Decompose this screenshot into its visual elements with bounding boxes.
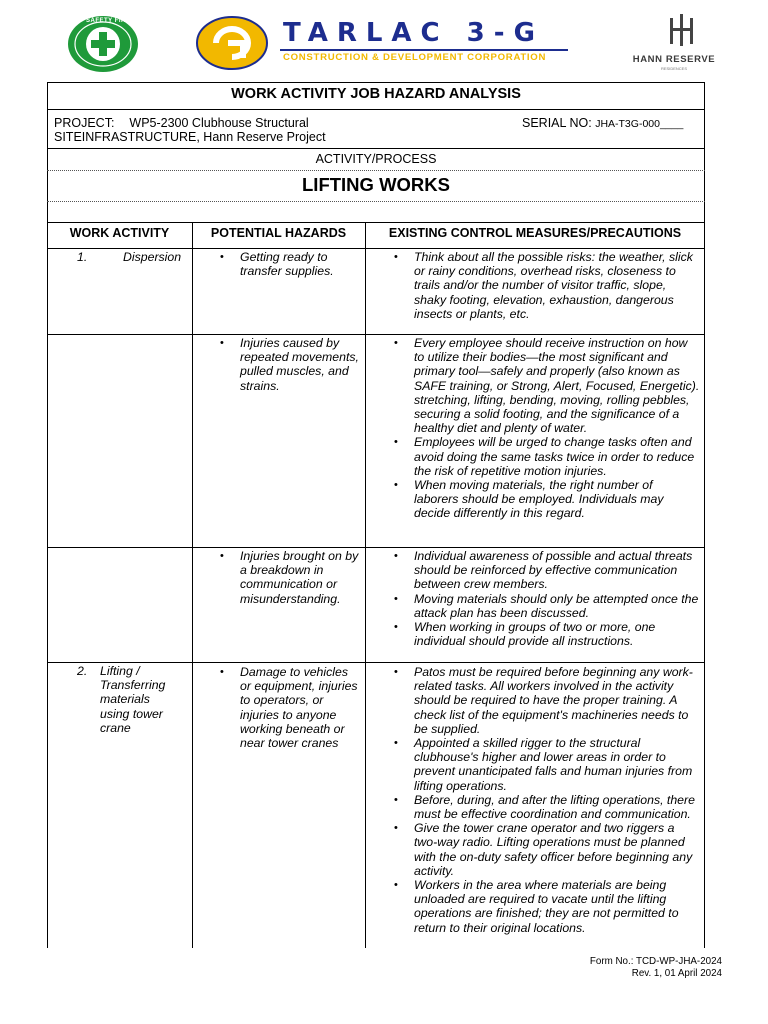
column-header-work-activity: WORK ACTIVITY — [69, 226, 170, 240]
hazard-item: • Injuries caused by repeated movements, pulled muscles, and strains. — [214, 336, 360, 393]
control-item: • Every employee should receive instruction on how to utilize their bodies—the most significant and primary tool—safely and properly (also known as SAFE training, or Strong, Alert, Focused, Energetic). stretching, lifting, bending, moving, rolling pebbles, securing a solid footing, and the significance of a healthy diet and plenty of water. — [388, 336, 700, 435]
project-line-1: WP5-2300 Clubhouse Structural — [129, 116, 309, 130]
company-name-underline — [280, 49, 568, 51]
column-divider-1 — [192, 222, 193, 948]
safety-first-logo — [66, 14, 140, 74]
serial-label: SERIAL NO: — [522, 116, 592, 130]
serial-number — [522, 116, 683, 130]
rule-row-3 — [47, 662, 705, 663]
activity-text: Lifting / Transferring materials using tower crane — [100, 664, 166, 735]
project-info — [54, 116, 326, 144]
control-item: • When working in groups of two or more, one individual should provide all instructions. — [388, 620, 700, 648]
form-revision: Rev. 1, 01 April 2024 — [631, 968, 722, 979]
safety-logo-text: SAFETY FIRST — [86, 18, 135, 24]
control-item: • Employees will be urged to change tasks often and avoid doing the same tasks twice in order to reduce the risk of repetitive motion injuries. — [388, 435, 700, 478]
hazard-item: • Injuries brought on by a breakdown in communication or misunderstanding. — [214, 549, 360, 606]
table-row-1-controls — [388, 250, 700, 321]
hazard-item: • Damage to vehicles or equipment, injuries to operators, or injuries to anyone working beneath or near tower cranes — [214, 665, 360, 750]
column-divider-2 — [365, 222, 366, 948]
control-item: • Appointed a skilled rigger to the structural clubhouse's higher and lower areas in order to prevent unanticipated falls and human injuries from lifting operations. — [388, 736, 700, 793]
rule-spacer — [47, 222, 705, 223]
table-row-4-hazard — [214, 665, 360, 750]
activity-process-label: ACTIVITY/PROCESS — [315, 152, 437, 166]
document-title: WORK ACTIVITY JOB HAZARD ANALYSIS — [231, 86, 521, 102]
table-row-3-hazard — [214, 549, 360, 606]
control-item: • Moving materials should only be attempted once the attack plan has been discussed. — [388, 592, 700, 620]
activity-number: 1. — [77, 250, 88, 264]
rule-row-1 — [47, 334, 705, 335]
activity-number: 2. — [77, 664, 88, 678]
control-item: • Before, during, and after the lifting operations, there must be effective coordination and communication. — [388, 793, 700, 821]
table-row-3-controls — [388, 549, 700, 648]
table-row-1-hazard — [214, 250, 360, 278]
serial-value: JHA-T3G-000____ — [595, 118, 684, 130]
table-row-2-hazard — [214, 336, 360, 393]
control-item: • Workers in the area where materials are being unloaded are required to vacate until the lifting operations are finished; they are not permitted to return to their original locations. — [388, 878, 700, 935]
client-name: HANN RESERVE — [632, 54, 716, 65]
activity-process-name: LIFTING WORKS — [302, 174, 450, 195]
control-item: • Patos must be required before beginning any work-related tasks. All workers involved in the activity should be required to have the proper training. A check list of the equipment's machineries needs to be supplied. — [388, 665, 700, 736]
column-header-potential-hazards: POTENTIAL HAZARDS — [210, 226, 347, 240]
rule-project — [47, 148, 705, 149]
table-row-4-controls — [388, 665, 700, 935]
control-item: • Give the tower crane operator and two riggers a two-way radio. Lifting operations must be planned with the on-duty safety officer before beginning any activity. — [388, 821, 700, 878]
rule-row-2 — [47, 547, 705, 548]
company-name: TARLAC 3-G — [283, 18, 544, 48]
control-item: • Individual awareness of possible and actual threats should be reinforced by effective communication between crew members. — [388, 549, 700, 592]
project-line-2: SITEINFRASTRUCTURE, Hann Reserve Project — [54, 130, 326, 144]
form-number: Form No.: TCD-WP-JHA-2024 — [589, 956, 722, 967]
column-header-control-measures: EXISTING CONTROL MEASURES/PRECAUTIONS — [388, 226, 682, 240]
rule-activity-name — [47, 201, 705, 202]
client-subtitle: RESIDENCES — [660, 66, 687, 71]
control-item: • When moving materials, the right number of laborers should be employed. Individuals may decide differently in this regard. — [388, 478, 700, 521]
project-label: PROJECT: — [54, 116, 115, 130]
company-subtitle: CONSTRUCTION & DEVELOPMENT CORPORATION — [283, 52, 547, 63]
rule-title — [47, 109, 705, 110]
hazard-item: • Getting ready to transfer supplies. — [214, 250, 360, 278]
rule-column-header — [47, 248, 705, 249]
form-number-footer — [500, 956, 722, 980]
table-row-2-controls — [388, 336, 700, 521]
activity-text: Dispersion — [123, 250, 182, 264]
table-row-4-activity — [77, 664, 187, 735]
rule-activity-label — [47, 170, 705, 171]
control-item: • Think about all the possible risks: the weather, slick or rainy conditions, overhead risks, closeness to trails and/or the number of visitor traffic, slope, shaky footing, elevation, exhaustion, dangerous insects or plants, etc. — [388, 250, 700, 321]
